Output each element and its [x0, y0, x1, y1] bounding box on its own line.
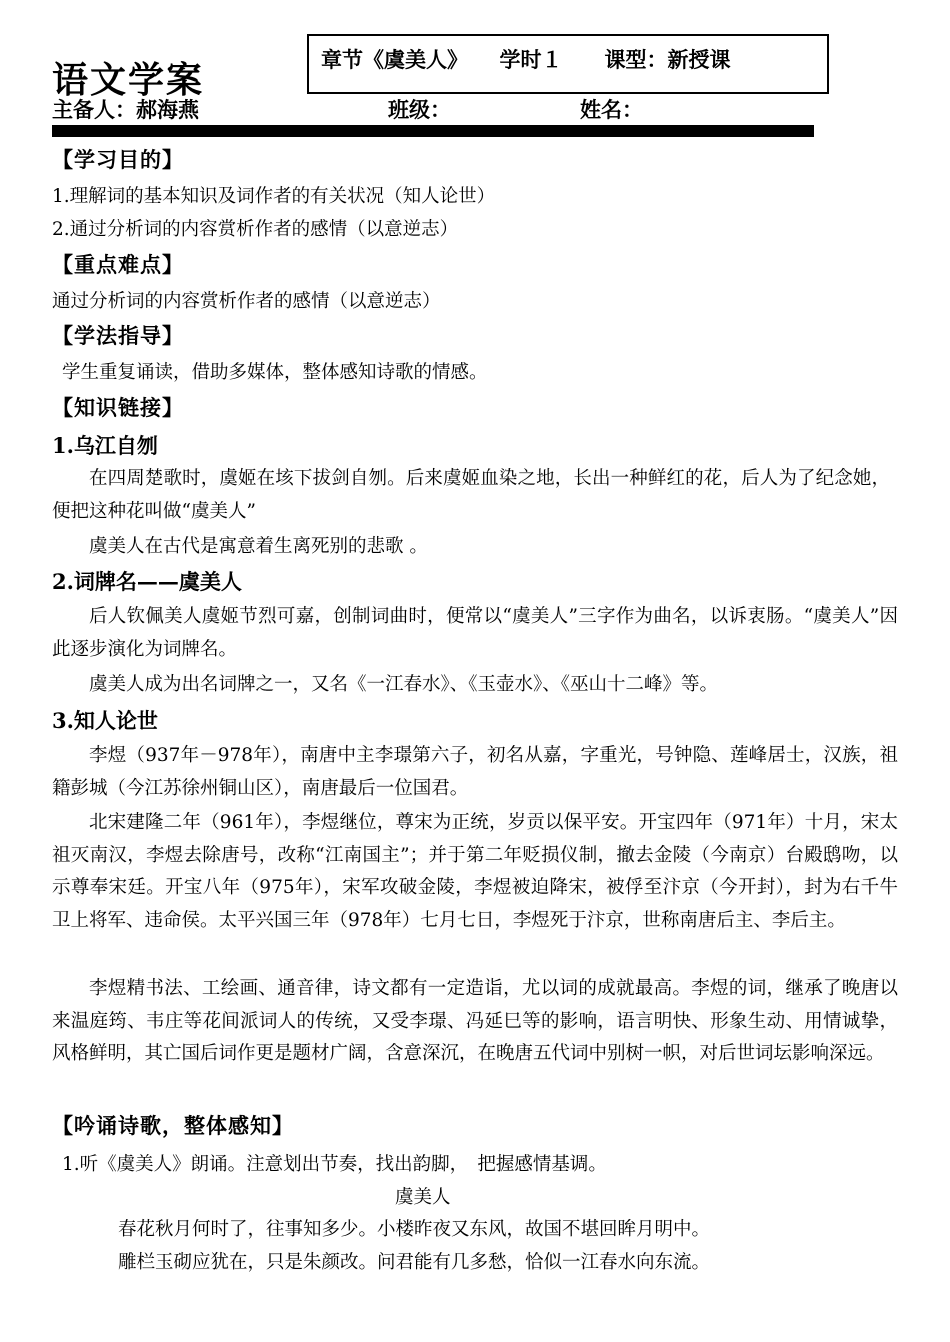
objective-item: 2.通过分析词的内容赏析作者的感情（以意逆志） — [52, 219, 459, 240]
preparer-label: 主备人：郝海燕 — [52, 97, 199, 122]
paragraph: 李煜精书法、工绘画、通音律，诗文都有一定造诣，尤以词的成就最高。李煜的词，继承了晚唐以来温庭筠、韦庄等花间派词人的传统，又受李璟、冯延巳等的影响，语言明快、形象生动、用情诚挚，风格鲜明，其亡国后词作更是题材广阔，含意深沉，在晚唐五代词中别树一帜，对后世词坛影响深远。 — [52, 978, 898, 1064]
page-title: 语文学案 — [52, 59, 205, 101]
poem-title: 虞美人 — [395, 1187, 451, 1208]
paragraph: 虞美人成为出名词牌之一，又名《一江春水》、《玉壶水》、《巫山十二峰》等。 — [89, 674, 719, 695]
poem-line: 春花秋月何时了，往事知多少。小楼昨夜又东风，故国不堪回眸月明中。 — [118, 1219, 711, 1240]
key-points-text: 通过分析词的内容赏析作者的感情（以意逆志） — [52, 291, 441, 312]
method-text: 学生重复诵读，借助多媒体，整体感知诗歌的情感。 — [62, 362, 488, 383]
class-label: 班级： — [388, 97, 451, 122]
method-heading: 【学法指导】 — [52, 323, 184, 348]
poem-line: 雕栏玉砌应犹在，只是朱颜改。问君能有几多愁，恰似一江春水向东流。 — [118, 1252, 711, 1273]
section-title: 2.词牌名——虞美人 — [52, 569, 242, 594]
objective-item: 1.理解词的基本知识及词作者的有关状况（知人论世） — [52, 186, 496, 207]
objectives-heading: 【学习目的】 — [52, 147, 184, 172]
section-title: 1.乌江自刎 — [52, 433, 158, 458]
paragraph: 后人钦佩美人虞姬节烈可嘉，创制词曲时，便常以“虞美人”三字作为曲名，以诉衷肠。“虞美人”因此逐步演化为词牌名。 — [52, 606, 898, 660]
header-divider — [52, 125, 814, 137]
recite-heading: 【吟诵诗歌，整体感知】 — [52, 1113, 294, 1138]
key-points-heading: 【重点难点】 — [52, 252, 184, 277]
knowledge-heading: 【知识链接】 — [52, 395, 184, 420]
paragraph: 在四周楚歌时，虞姬在垓下拔剑自刎。后来虞姬血染之地，长出一种鲜红的花，后人为了纪念她，便把这种花叫做“虞美人” — [52, 468, 890, 522]
paragraph: 李煜（937年－978年），南唐中主李璟第六子，初名从嘉，字重光，号钟隐、莲峰居士，汉族，祖籍彭城（今江苏徐州铜山区），南唐最后一位国君。 — [52, 745, 898, 799]
recite-task: 1.听《虞美人》朗诵。注意划出节奏，找出韵脚， 把握感情基调。 — [62, 1154, 607, 1175]
lesson-info: 章节《虞美人》 学时１ 课型：新授课 — [321, 47, 731, 72]
name-label: 姓名： — [580, 97, 643, 122]
paragraph: 虞美人在古代是寓意着生离死别的悲歌 。 — [89, 536, 428, 557]
section-title: 3.知人论世 — [52, 708, 158, 733]
paragraph: 北宋建隆二年（961年），李煜继位，尊宋为正统，岁贡以保平安。开宝四年（971年）十月，宋太祖灭南汉，李煜去除唐号，改称“江南国主”；并于第二年贬损仪制，撤去金陵（今南京）台殿鸱吻，以示尊奉宋廷。开宝八年（975年），宋军攻破金陵，李煜被迫降宋，被俘至汴京（今开封），封为右千牛卫上将军、违命侯。太平兴国三年（978年）七月七日，李煜死于汴京，世称南唐后主、李后主。 — [52, 812, 898, 931]
